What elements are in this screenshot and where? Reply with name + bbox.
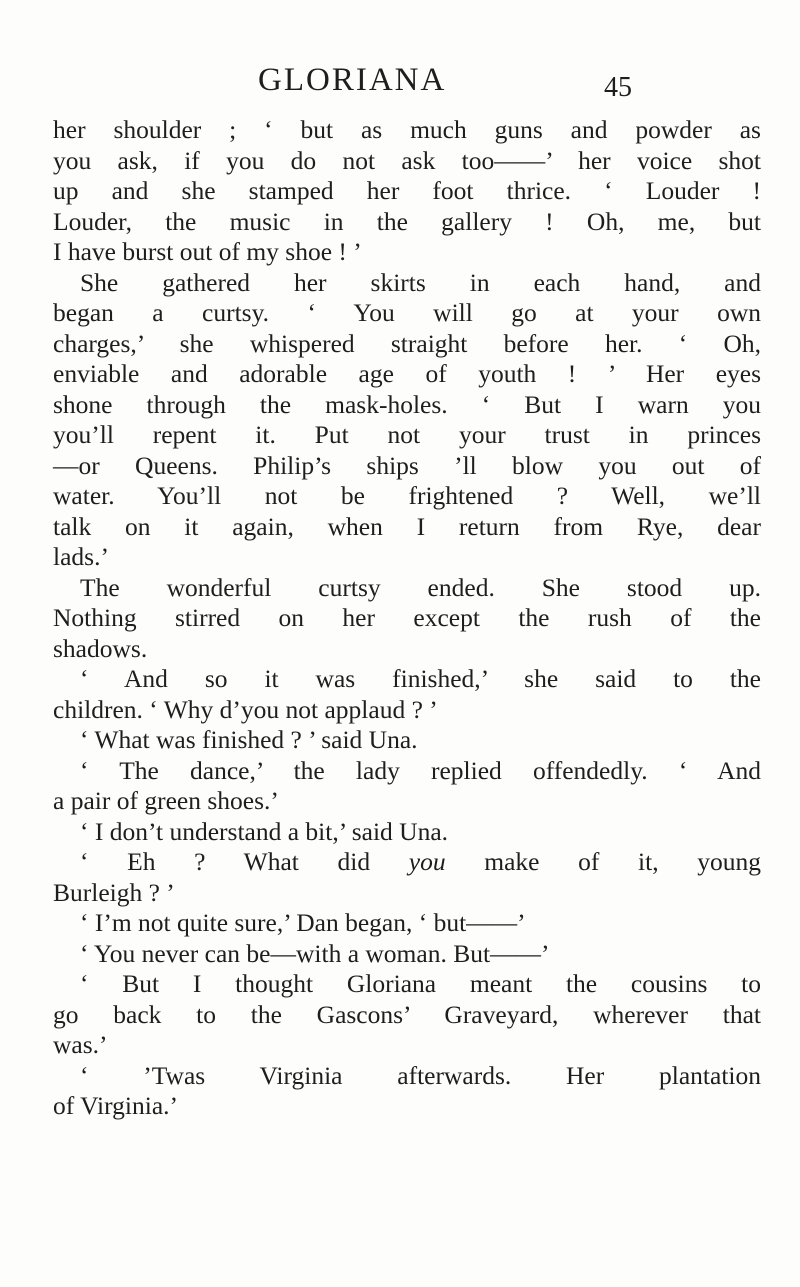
- text-line: Burleigh ? ’: [53, 877, 175, 907]
- text-line: ‘ And so it was finished,’ she said to the: [80, 664, 761, 693]
- text-line: of Virginia.’: [53, 1091, 179, 1120]
- text-line: The wonderful curtsy ended. She stood up.: [80, 572, 761, 602]
- text-line: ‘ ’Twas Virginia afterwards. Her plantation: [80, 1060, 761, 1090]
- text-line: ‘ The dance,’ the lady replied offendedly. ‘ And: [80, 755, 761, 785]
- running-head: GLORIANA: [258, 62, 447, 98]
- text-line: you’ll repent it. Put not your trust in princes: [53, 420, 761, 449]
- text-line: you ask, if you do not ask too——’ her voice shot: [53, 145, 761, 175]
- page-header: [0, 62, 800, 106]
- text-line: children. ‘ Why d’you not applaud ? ’: [53, 694, 438, 724]
- text-line: talk on it again, when I return from Rye, dear: [53, 511, 761, 541]
- text-line: enviable and adorable age of youth ! ’ Her eyes: [53, 359, 761, 388]
- text-line: charges,’ she whispered straight before her. ‘ Oh,: [53, 328, 761, 358]
- text-line: began a curtsy. ‘ You will go at your own: [53, 298, 761, 327]
- text-line: ‘ What was finished ? ’ said Una.: [80, 725, 418, 754]
- text-line: ‘ I don’t understand a bit,’ said Una.: [80, 816, 449, 846]
- text-line: ‘ I’m not quite sure,’ Dan began, ‘ but——’: [80, 908, 526, 937]
- text-line: up and she stamped her foot thrice. ‘ Louder !: [53, 176, 761, 205]
- text-line: a pair of green shoes.’: [53, 786, 279, 815]
- text-line: ‘ You never can be—with a woman. But——’: [80, 938, 550, 968]
- text-line: shone through the mask-holes. ‘ But I warn you: [53, 389, 761, 419]
- text-line: lads.’: [53, 542, 109, 571]
- emphasis: you: [408, 847, 446, 876]
- body-text: [53, 115, 761, 1122]
- text-line: water. You’ll not be frightened ? Well, we’ll: [53, 481, 761, 510]
- text-line: She gathered her skirts in each hand, and: [80, 267, 761, 297]
- text-line: ‘ Eh ? What did you make of it, young: [80, 847, 761, 876]
- text-line: I have burst out of my shoe ! ’: [53, 237, 362, 266]
- text-line: go back to the Gascons’ Graveyard, wherever that: [53, 999, 761, 1029]
- text-line: —or Queens. Philip’s ships ’ll blow you out of: [53, 450, 761, 480]
- text-line: her shoulder ; ‘ but as much guns and powder as: [53, 115, 761, 144]
- text-line: was.’: [53, 1030, 108, 1059]
- text-line: ‘ But I thought Gloriana meant the cousins to: [80, 969, 761, 998]
- page-number: 45: [604, 72, 632, 103]
- text-line: Nothing stirred on her except the rush of the: [53, 603, 761, 632]
- text-line: Louder, the music in the gallery ! Oh, me, but: [53, 206, 761, 236]
- text-line: shadows.: [53, 633, 148, 663]
